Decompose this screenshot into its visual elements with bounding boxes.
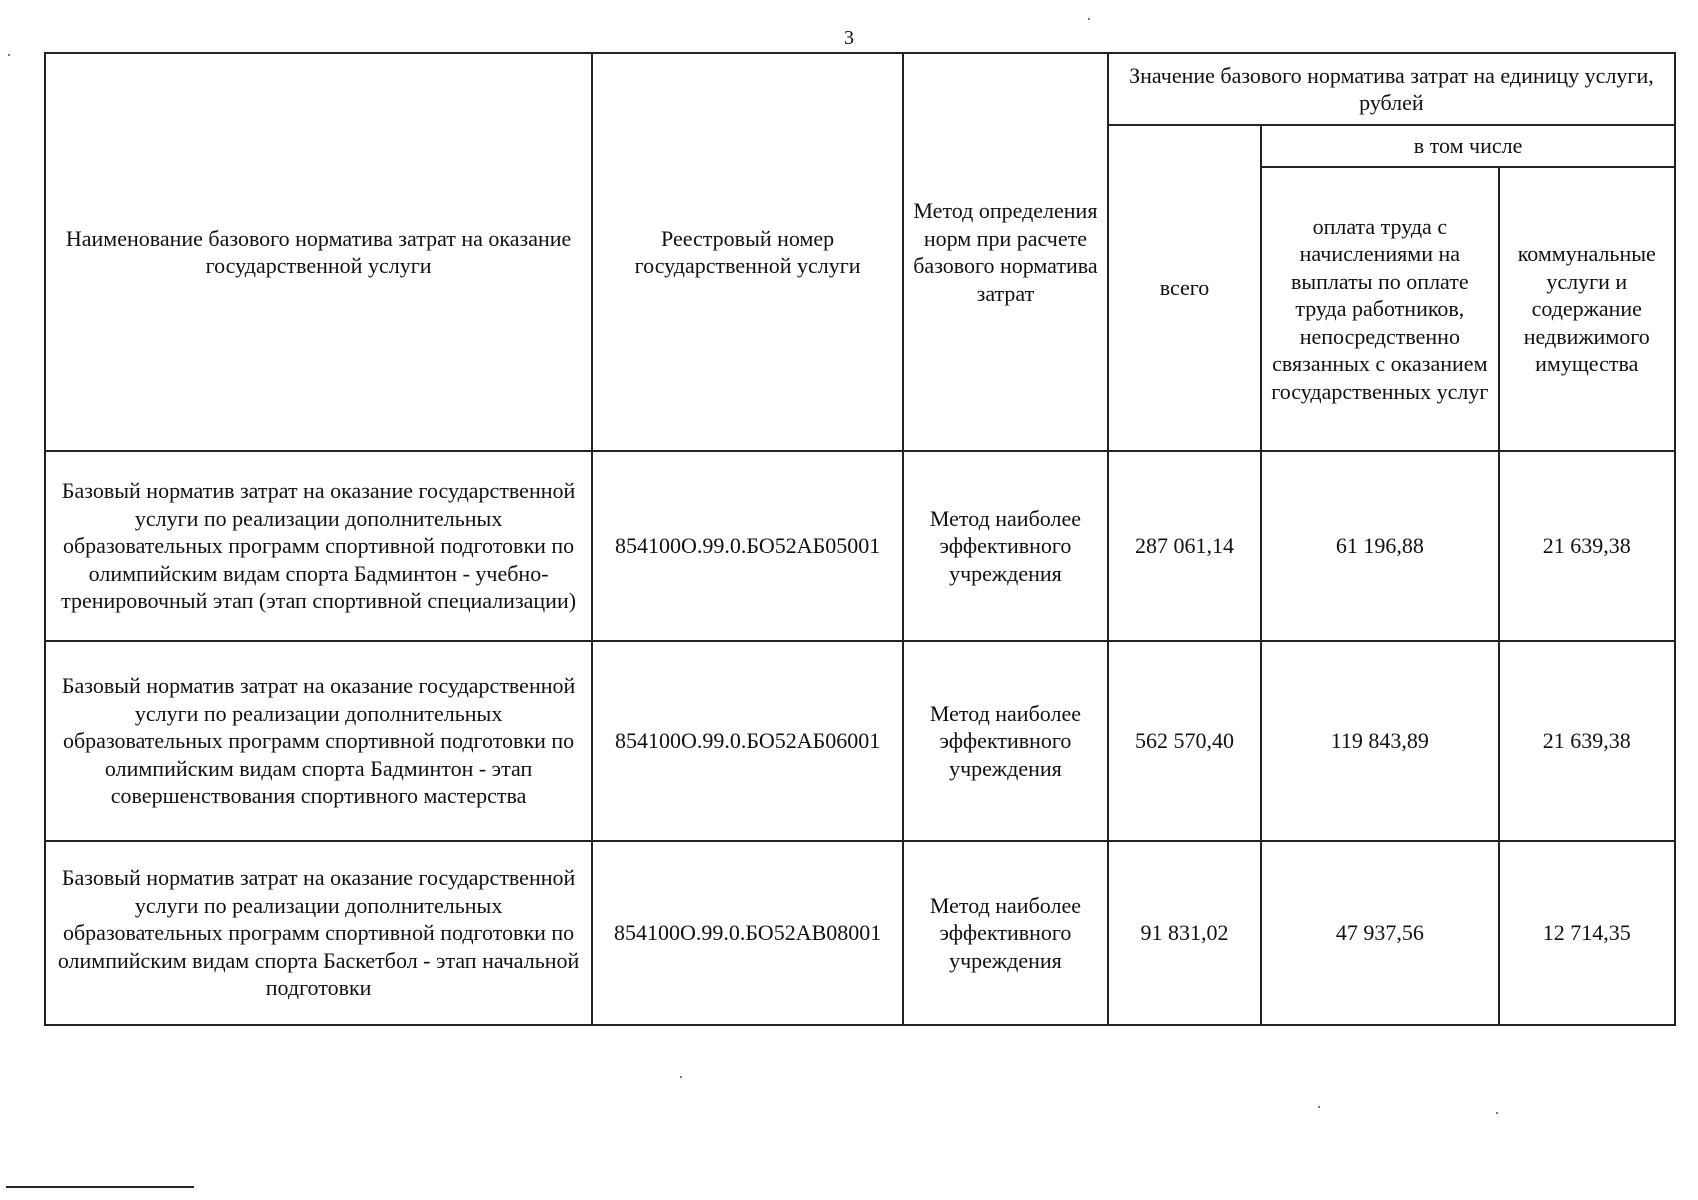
scan-speck	[680, 1076, 682, 1078]
row-total: 562 570,40	[1108, 641, 1261, 841]
header-registry: Реестровый номер государственной услуги	[592, 53, 903, 451]
row-labor: 47 937,56	[1261, 841, 1498, 1025]
scan-speck	[1318, 1106, 1320, 1108]
row-utilities: 21 639,38	[1499, 451, 1676, 641]
table-row	[45, 641, 1675, 841]
row-utilities: 12 714,35	[1499, 841, 1676, 1025]
row-utilities: 21 639,38	[1499, 641, 1676, 841]
header-value-group: Значение базового норматива затрат на единицу услуги, рублей	[1108, 53, 1675, 125]
row-registry: 854100О.99.0.БО52АБ06001	[592, 641, 903, 841]
row-registry: 854100О.99.0.БО52АВ08001	[592, 841, 903, 1025]
row-name: Базовый норматив затрат на оказание государственной услуги по реализации дополнительных образовательных программ спортивной подготовки по олимпийским видам спорта Баскетбол - этап начальной подготовки	[45, 841, 592, 1025]
row-name: Базовый норматив затрат на оказание государственной услуги по реализации дополнительных образовательных программ спортивной подготовки по олимпийским видам спорта Бадминтон - этап совершенствования спортивного мастерства	[45, 641, 592, 841]
row-method: Метод наиболее эффективного учреждения	[903, 451, 1108, 641]
row-method: Метод наиболее эффективного учреждения	[903, 841, 1108, 1025]
header-method: Метод определения норм при расчете базового норматива затрат	[903, 53, 1108, 451]
row-total: 91 831,02	[1108, 841, 1261, 1025]
row-registry: 854100О.99.0.БО52АБ05001	[592, 451, 903, 641]
header-row-1	[45, 53, 1675, 125]
scan-speck	[1088, 18, 1090, 20]
scan-speck	[8, 54, 10, 56]
row-labor: 61 196,88	[1261, 451, 1498, 641]
footnote-separator	[6, 1186, 194, 1188]
header-total: всего	[1108, 125, 1261, 451]
page-number: 3	[844, 27, 854, 49]
row-method: Метод наиболее эффективного учреждения	[903, 641, 1108, 841]
table-row	[45, 841, 1675, 1025]
header-including: в том числе	[1261, 125, 1675, 167]
row-name: Базовый норматив затрат на оказание государственной услуги по реализации дополнительных образовательных программ спортивной подготовки по олимпийским видам спорта Бадминтон - учебно-тренировочный этап (этап спортивной специализации)	[45, 451, 592, 641]
row-total: 287 061,14	[1108, 451, 1261, 641]
scan-speck	[1496, 1112, 1498, 1114]
row-labor: 119 843,89	[1261, 641, 1498, 841]
table-row	[45, 451, 1675, 641]
header-name: Наименование базового норматива затрат на оказание государственной услуги	[45, 53, 592, 451]
header-utilities: коммунальные услуги и содержание недвижимого имущества	[1499, 167, 1676, 451]
cost-norm-table	[44, 52, 1676, 1026]
header-labor: оплата труда с начислениями на выплаты по оплате труда работников, непосредственно связанных с оказанием государственных услуг	[1261, 167, 1498, 451]
